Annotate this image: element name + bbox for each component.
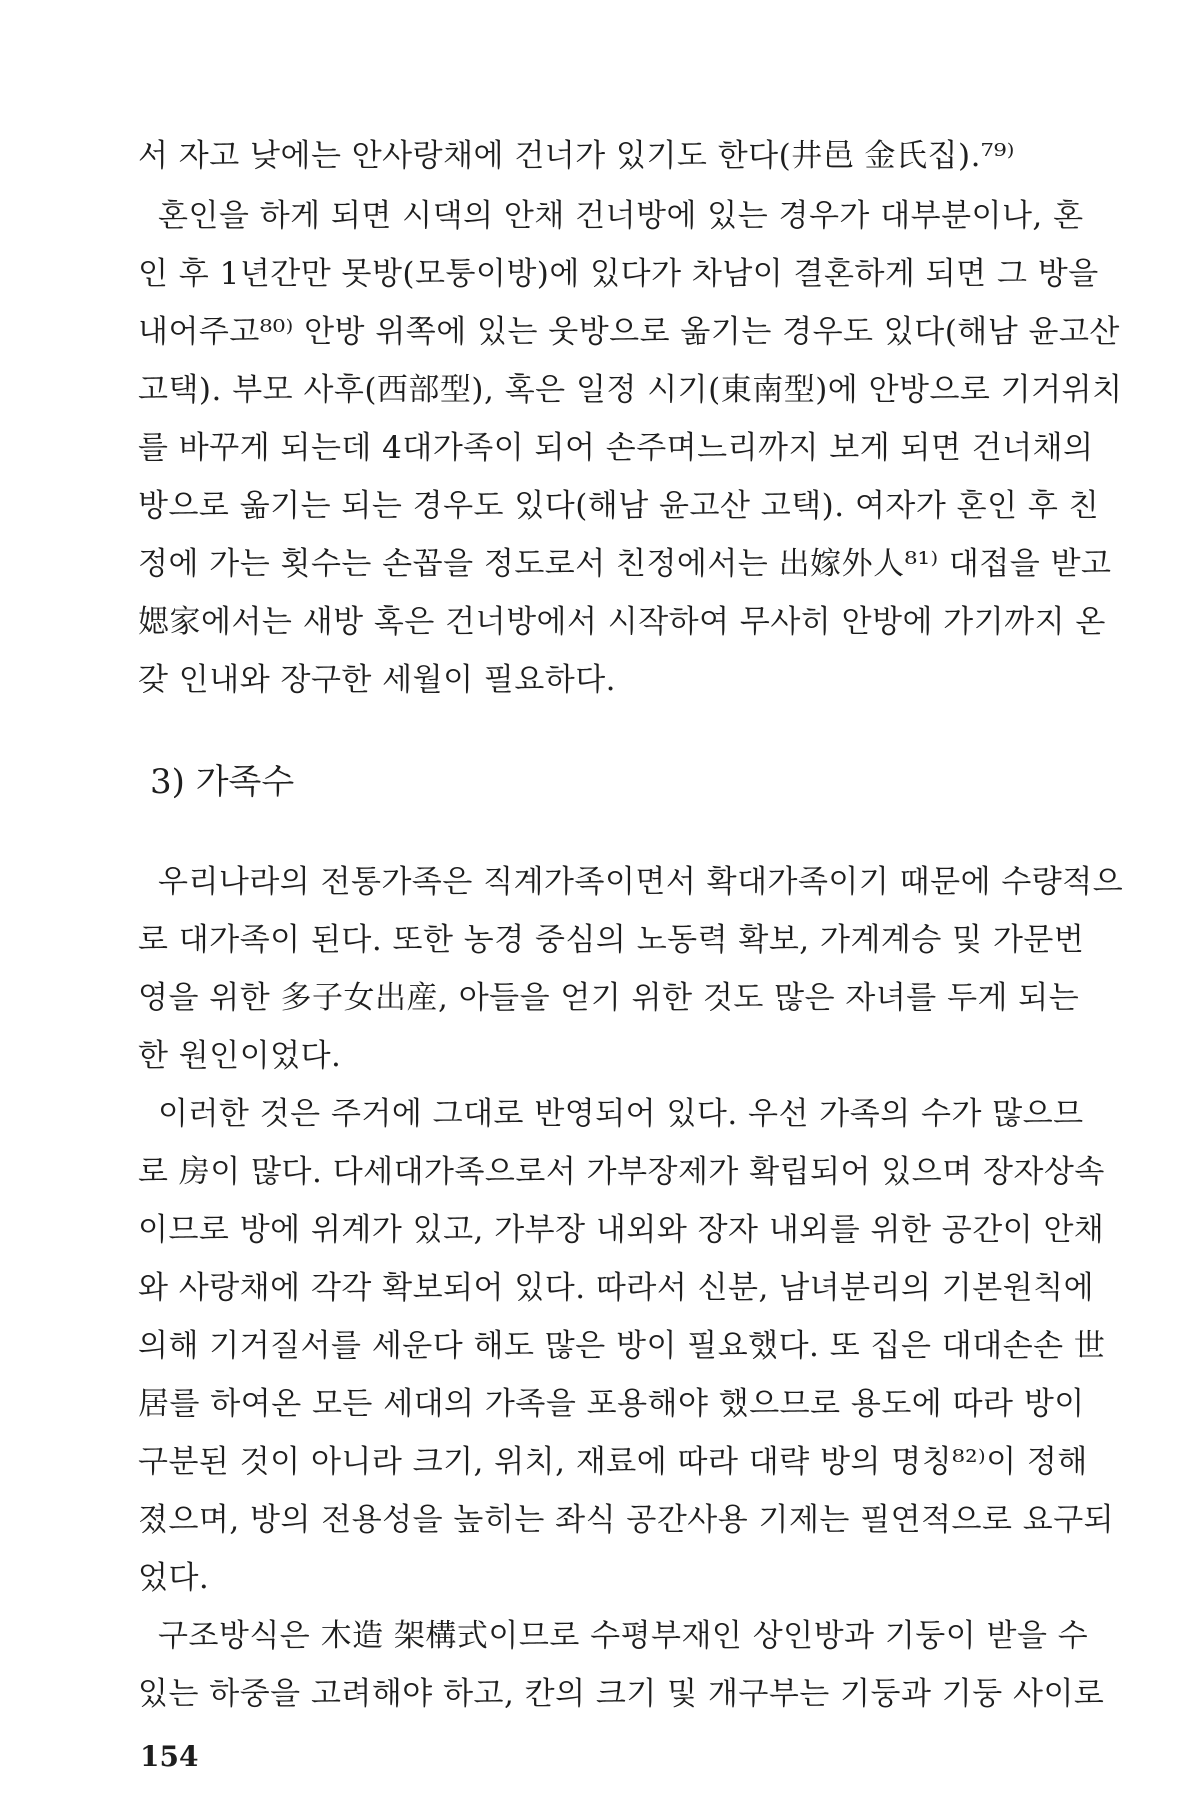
text-line: 혼인을 하게 되면 시댁의 안채 건너방에 있는 경우가 대부분이나, 혼 (158, 198, 1084, 234)
text-line: 정에 가는 횟수는 손꼽을 정도로서 친정에서는 出嫁外人⁸¹⁾ 대접을 받고 (138, 546, 1112, 582)
text-line: 居를 하여온 모든 세대의 가족을 포용해야 했으므로 용도에 따라 방이 (138, 1386, 1085, 1422)
text-line: 구분된 것이 아니라 크기, 위치, 재료에 따라 대략 방의 명칭⁸²⁾이 정해 (138, 1444, 1088, 1480)
text-line: 갖 인내와 장구한 세월이 필요하다. (138, 662, 617, 698)
text-line: 로 房이 많다. 다세대가족으로서 가부장제가 확립되어 있으며 장자상속 (138, 1154, 1105, 1190)
text-line: 고택). 부모 사후(西部型), 혹은 일정 시기(東南型)에 안방으로 기거위치 (138, 372, 1123, 408)
text-line: 이므로 방에 위계가 있고, 가부장 내외와 장자 내외를 위한 공간이 안채 (138, 1212, 1105, 1248)
text-line: 로 대가족이 된다. 또한 농경 중심의 노동력 확보, 가계계승 및 가문번 (138, 922, 1085, 958)
section-heading: 3) 가족수 (150, 762, 295, 802)
text-line: 한 원인이었다. (138, 1038, 342, 1074)
text-line: 방으로 옮기는 되는 경우도 있다(해남 윤고산 고택). 여자가 혼인 후 친 (138, 488, 1100, 524)
page-number: 154 (140, 1740, 199, 1773)
text-line: 었다. (138, 1560, 210, 1596)
text-line: 를 바꾸게 되는데 4대가족이 되어 손주며느리까지 보게 되면 건너채의 (138, 430, 1094, 466)
text-line: 졌으며, 방의 전용성을 높히는 좌식 공간사용 기제는 필연적으로 요구되 (138, 1502, 1115, 1538)
text-line: 서 자고 낮에는 안사랑채에 건너가 있기도 한다(井邑 金氏집).⁷⁹⁾ (138, 138, 1015, 174)
text-line: 인 후 1년간만 못방(모퉁이방)에 있다가 차남이 결혼하게 되면 그 방을 (138, 256, 1099, 292)
text-line: 우리나라의 전통가족은 직계가족이면서 확대가족이기 때문에 수량적으 (158, 864, 1124, 900)
text-line: 媤家에서는 새방 혹은 건너방에서 시작하여 무사히 안방에 가기까지 온 (138, 604, 1106, 640)
text-line: 있는 하중을 고려해야 하고, 칸의 크기 및 개구부는 기둥과 기둥 사이로 (138, 1676, 1105, 1712)
text-line: 와 사랑채에 각각 확보되어 있다. 따라서 신분, 남녀분리의 기본원칙에 (138, 1270, 1095, 1306)
text-line: 의해 기거질서를 세운다 해도 많은 방이 필요했다. 또 집은 대대손손 世 (138, 1328, 1106, 1364)
text-line: 내어주고⁸⁰⁾ 안방 위쪽에 있는 웃방으로 옮기는 경우도 있다(해남 윤고산 (138, 314, 1120, 350)
text-line: 이러한 것은 주거에 그대로 반영되어 있다. 우선 가족의 수가 많으므 (158, 1096, 1084, 1132)
text-line: 구조방식은 木造 架構式이므로 수평부재인 상인방과 기둥이 받을 수 (158, 1618, 1089, 1654)
text-line: 영을 위한 多子女出産, 아들을 얻기 위한 것도 많은 자녀를 두게 되는 (138, 980, 1080, 1016)
